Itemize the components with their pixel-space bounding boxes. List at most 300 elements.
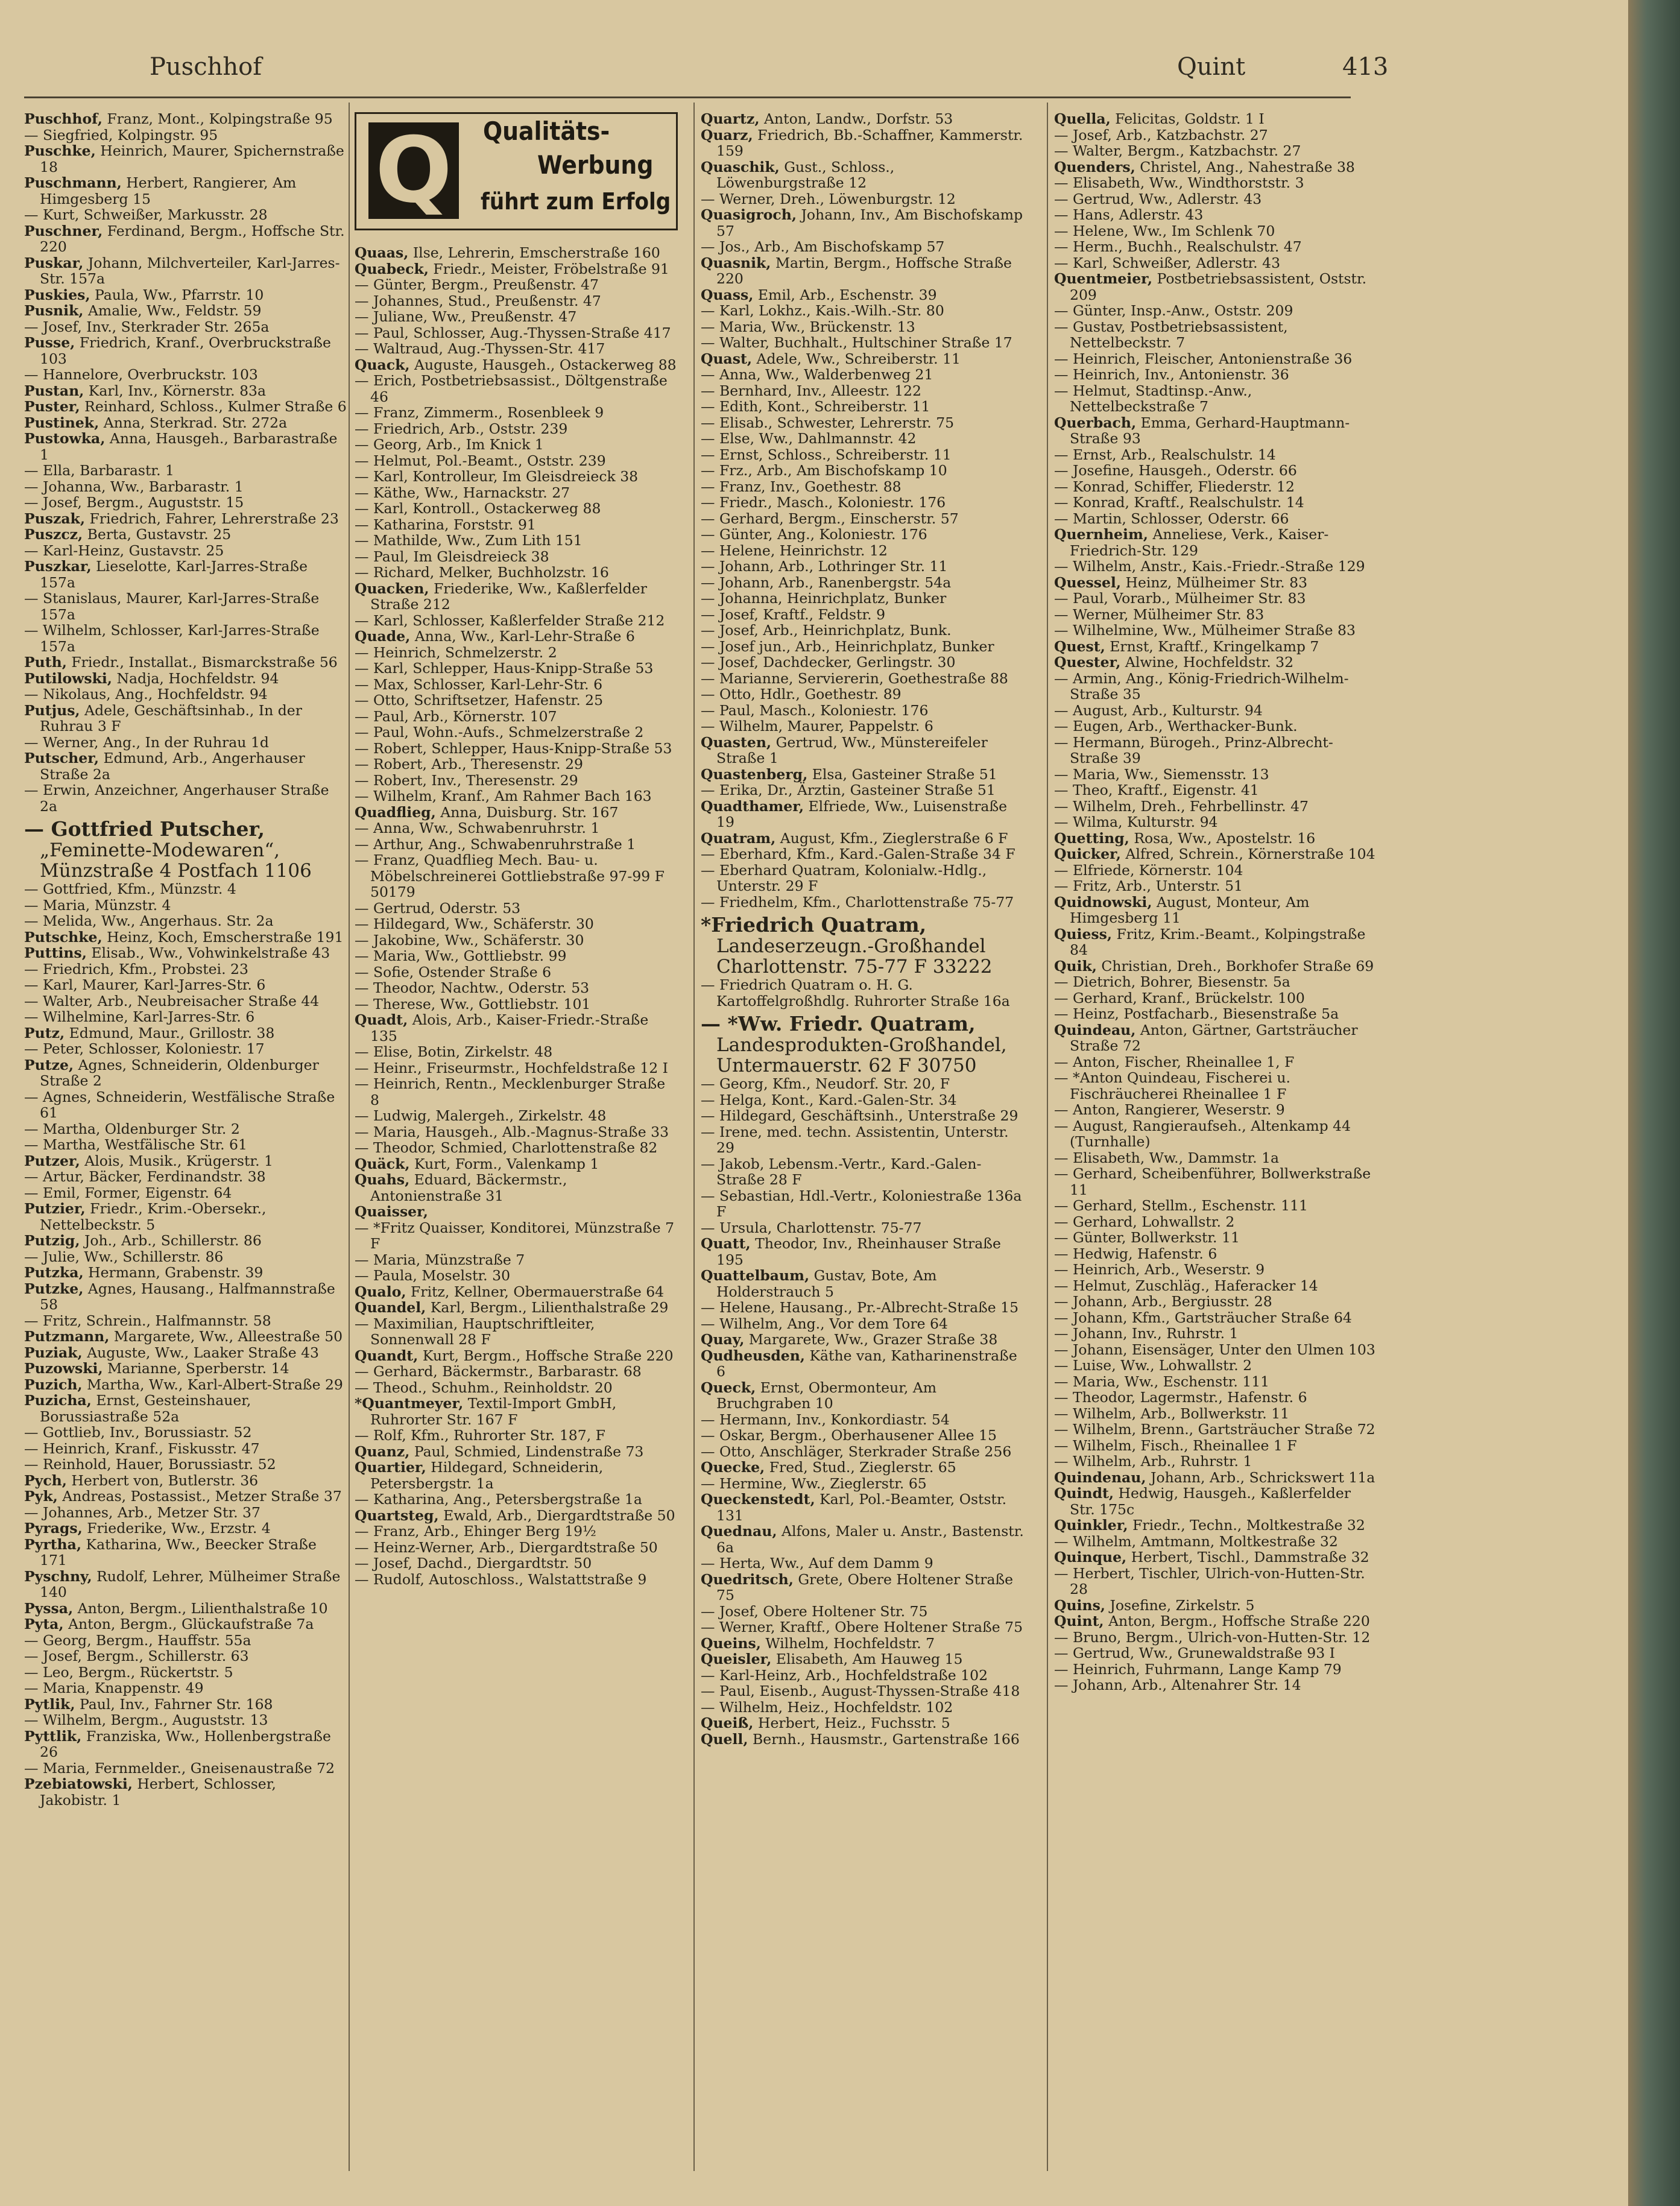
entry-details: — Marianne, Serviererin, Goethestraße 88: [701, 669, 1008, 687]
entry-details: Ferdinand, Bergm., Hoffsche Str. 220: [40, 222, 345, 255]
entry-details: Paula, Ww., Pfarrstr. 10: [90, 286, 264, 303]
entry-details: Bernh., Hausmstr., Gartenstraße 166: [748, 1730, 1020, 1748]
directory-entry: [701, 543, 1024, 559]
entry-details: — Gertrud, Ww., Grunewaldstraße 93 I: [1054, 1645, 1335, 1661]
entry-details: Eduard, Bäckermstr., Antonienstraße 31: [370, 1171, 567, 1204]
directory-entry: [701, 718, 1024, 735]
entry-details: — Günter, Bergm., Preußenstr. 47: [355, 276, 599, 293]
entry-details: — Gerhard, Scheibenführer, Bollwerkstraße 11: [1054, 1165, 1371, 1198]
entry-details: Friedrich, Fahrer, Lehrerstraße 23: [85, 510, 339, 527]
directory-entry: [24, 1488, 347, 1505]
entry-details: — Werner, Dreh., Löwenburgstr. 12: [701, 190, 956, 207]
directory-entry: [1054, 351, 1377, 367]
entry-surname: Pych,: [24, 1471, 67, 1489]
entry-details: — Wilhelm, Bergm., Auguststr. 13: [24, 1711, 268, 1728]
directory-entry: [24, 1441, 347, 1457]
entry-details: Friedrich, Kranf., Overbruckstraße 103: [40, 334, 331, 367]
directory-entry: [1054, 191, 1377, 207]
directory-entry: [1054, 1645, 1377, 1661]
entry-surname: Quednau,: [701, 1523, 777, 1540]
entry-details: — Gerhard, Bergm., Einscherstr. 57: [701, 510, 959, 527]
entry-surname: Quadt,: [355, 1011, 408, 1028]
directory-entry: [1054, 798, 1377, 815]
entry-surname: Quastenberg,: [701, 765, 808, 783]
directory-entry: [701, 1636, 1024, 1652]
directory-entry: [701, 303, 1024, 319]
directory-entry: [701, 1715, 1024, 1731]
entry-details: — Frz., Arb., Am Bischofskamp 10: [701, 462, 947, 479]
entry-details: Herbert, Schlosser, Jakobistr. 1: [40, 1775, 276, 1809]
entry-details: — Artur, Bäcker, Ferdinandstr. 38: [24, 1168, 266, 1185]
entry-surname: Putzer,: [24, 1152, 80, 1169]
entry-details: — Elisabeth, Ww., Windthorststr. 3: [1054, 174, 1304, 191]
entry-details: — Johanna, Heinrichplatz, Bunker: [701, 590, 947, 607]
directory-entry: [355, 405, 678, 421]
directory-entry: [24, 367, 347, 383]
directory-entry: [24, 495, 347, 511]
entry-details: Agnes, Schneiderin, Oldenburger Straße 2: [40, 1056, 319, 1089]
directory-entry: [1054, 303, 1377, 319]
directory-entry: [1054, 1613, 1377, 1629]
entry-surname: Pyta,: [24, 1616, 64, 1632]
entry-details: — Josef, Dachd., Diergardtstr. 50: [355, 1555, 592, 1572]
directory-entry: [1054, 1389, 1377, 1406]
entry-surname: Quaas,: [355, 244, 409, 261]
entry-details: Anneliese, Verk., Kaiser-Friedrich-Str. 129: [1070, 526, 1329, 559]
directory-entry: [355, 1156, 678, 1172]
entry-surname: Quasten,: [701, 733, 772, 751]
directory-entry: [701, 1092, 1024, 1108]
entry-details: — Wilhelm, Heiz., Hochfeldstr. 102: [701, 1698, 953, 1716]
entry-details: — Eugen, Arb., Werthacker-Bunk.: [1054, 718, 1298, 735]
directory-entry: [355, 948, 678, 964]
directory-entry: [1054, 718, 1377, 735]
entry-details: Ilse, Lehrerin, Emscherstraße 160: [408, 244, 660, 261]
directory-entry: [24, 782, 347, 814]
entry-details: — Josefine, Hausgeh., Oderstr. 66: [1054, 462, 1297, 479]
entry-details: Alois, Arb., Kaiser-Friedr.-Straße 135: [370, 1011, 649, 1045]
entry-details: Friedrich, Bb.-Schaffner, Kammerstr. 159: [716, 126, 1023, 159]
directory-entry: [1054, 926, 1377, 958]
entry-details: — Robert, Arb., Theresenstr. 29: [355, 756, 583, 773]
directory-entry: [24, 590, 347, 622]
entry-details: — Heinrich, Kranf., Fiskusstr. 47: [24, 1440, 260, 1457]
directory-entry: [24, 929, 347, 946]
entry-surname: Pytlik,: [24, 1695, 75, 1713]
directory-entry: [1054, 1102, 1377, 1118]
entry-details: Johann, Arb., Schrickswert 11a: [1146, 1468, 1375, 1486]
entry-details: — Friedhelm, Kfm., Charlottenstraße 75-77: [701, 893, 1014, 911]
directory-entry: [701, 558, 1024, 575]
entry-details: — Robert, Inv., Theresenstr. 29: [355, 771, 578, 789]
entry-details: — Gustav, Postbetriebsassistent, Nettelbeckstr. 7: [1054, 318, 1288, 351]
entry-details: Katharina, Ww., Beecker Straße 171: [40, 1535, 317, 1569]
entry-surname: Quay,: [701, 1331, 745, 1348]
entry-details: — Käthe, Ww., Harnackstr. 27: [355, 484, 570, 501]
column-divider: [349, 103, 350, 2171]
entry-surname: Pyssa,: [24, 1599, 74, 1617]
directory-entry: [1054, 1342, 1377, 1358]
entry-details: — Melida, Ww., Angerhaus. Str. 2a: [24, 912, 274, 929]
directory-entry: [24, 622, 347, 654]
entry-surname: Quinkler,: [1054, 1517, 1128, 1534]
entry-details: Textil-Import GmbH, Ruhrorter Str. 167 F: [370, 1395, 617, 1428]
entry-surname: Quinque,: [1054, 1549, 1127, 1566]
entry-details: — Hans, Adlerstr. 43: [1054, 206, 1204, 223]
directory-entry: [355, 1172, 678, 1204]
entry-details: — Sofie, Ostender Straße 6: [355, 963, 552, 981]
entry-details: — Armin, Ang., König-Friedrich-Wilhelm-Straße 35: [1054, 669, 1349, 703]
entry-details: — Gerhard, Stellm., Eschenstr. 111: [1054, 1197, 1308, 1214]
entry-details: — Anna, Ww., Schwabenruhrstr. 1: [355, 820, 600, 836]
directory-entry: [24, 1025, 347, 1041]
entry-details: — Gertrud, Ww., Adlerstr. 43: [1054, 190, 1262, 207]
entry-surname: Quack,: [355, 356, 410, 373]
entry-details: — Walter, Arb., Neubreisacher Straße 44: [24, 992, 320, 1010]
directory-entry: [1054, 1629, 1377, 1646]
entry-details: — Herta, Ww., Auf dem Damm 9: [701, 1555, 933, 1572]
entry-details: Nadja, Hochfeldstr. 94: [112, 669, 279, 687]
entry-details: — Johann, Arb., Altenahrer Str. 14: [1054, 1677, 1301, 1693]
entry-surname: Quade,: [355, 628, 411, 645]
directory-entry: [355, 1572, 678, 1588]
directory-entry: [1054, 1262, 1377, 1278]
entry-surname: Putilowski,: [24, 669, 112, 687]
entry-details: — Paul, Im Gleisdreieck 38: [355, 548, 549, 565]
directory-entry: [24, 287, 347, 303]
entry-details: — Gertrud, Oderstr. 53: [355, 899, 521, 917]
directory-entry: [701, 431, 1024, 447]
entry-details: — Paul, Arb., Körnerstr. 107: [355, 707, 557, 725]
directory-entry: [701, 575, 1024, 591]
entry-details: — Hermann, Bürogeh., Prinz-Albrecht-Straße 39: [1054, 733, 1333, 766]
entry-details: — Johann, Inv., Ruhrstr. 1: [1054, 1325, 1239, 1342]
entry-details: August, Kfm., Zieglerstraße 6 F: [775, 829, 1008, 847]
entry-surname: Quernheim,: [1054, 526, 1148, 543]
directory-entry: [701, 590, 1024, 607]
entry-details: — Otto, Schriftsetzer, Hafenstr. 25: [355, 692, 604, 709]
entry-details: Herbert von, Butlerstr. 36: [66, 1471, 259, 1489]
directory-entry: [355, 1491, 678, 1508]
directory-entry: [701, 111, 1024, 127]
entry-details: Postbetriebsassistent, Oststr. 209: [1070, 270, 1367, 303]
entry-details: — Maria, Ww., Eschenstr. 111: [1054, 1373, 1270, 1390]
entry-surname: Quäck,: [355, 1155, 410, 1172]
directory-entry: [1054, 766, 1377, 783]
entry-details: — Irene, med. techn. Assistentin, Unterstr. 29: [701, 1123, 1009, 1156]
directory-entry: [701, 1572, 1024, 1604]
directory-entry: [1054, 814, 1377, 830]
directory-entry: [701, 383, 1024, 399]
entry-surname: Quik,: [1054, 957, 1097, 975]
entry-details: Gustav, Bote, Am Holderstrauch 5: [716, 1267, 937, 1300]
entry-surname: Pusse,: [24, 334, 75, 351]
entry-details: — Mathilde, Ww., Zum Lith 151: [355, 532, 583, 549]
directory-entry: [24, 399, 347, 415]
entry-details: Landeserzeugn.-Großhandel Charlottenstr. 75-77 F 33222: [716, 935, 993, 978]
directory-entry: [701, 1220, 1024, 1236]
entry-surname: Quester,: [1054, 654, 1121, 671]
directory-entry: [701, 639, 1024, 655]
entry-details: Anton, Gärtner, Gartsträucher Straße 72: [1070, 1021, 1358, 1054]
directory-entry: [355, 964, 678, 981]
directory-entry: [1054, 1470, 1377, 1486]
entry-surname: Puth,: [24, 654, 67, 671]
directory-entry: [355, 852, 678, 900]
entry-details: — Gerhard, Bäckermstr., Barbarastr. 68: [355, 1363, 642, 1380]
entry-details: Anton, Bergm., Hoffsche Straße 220: [1104, 1613, 1370, 1629]
directory-entry: [24, 1712, 347, 1728]
directory-entry: [24, 255, 347, 287]
entry-details: Martha, Ww., Karl-Albert-Straße 29: [82, 1376, 343, 1393]
entry-surname: Putzmann,: [24, 1328, 110, 1345]
directory-entry: [355, 916, 678, 932]
directory-entry: [701, 1014, 1024, 1076]
directory-entry: [701, 1300, 1024, 1316]
directory-entry: [1054, 703, 1377, 719]
entry-surname: Quessel,: [1054, 574, 1122, 591]
entry-details: — Herm., Buchh., Realschulstr. 47: [1054, 238, 1302, 255]
directory-entry: [355, 421, 678, 437]
entry-details: — Kurt, Schweißer, Markusstr. 28: [24, 206, 268, 223]
entry-details: Anton, Bergm., Lilienthalstraße 10: [73, 1599, 328, 1617]
entry-details: — Friedrich, Arb., Oststr. 239: [355, 420, 568, 437]
entry-details: — Helene, Hausang., Pr.-Albrecht-Straße 15: [701, 1299, 1019, 1316]
entry-details: Ernst, Gesteinshauer, Borussiastraße 52a: [40, 1392, 251, 1425]
directory-entry: [355, 245, 678, 261]
directory-entry: [24, 319, 347, 335]
entry-details: — Theod., Schuhm., Reinholdstr. 20: [355, 1379, 613, 1396]
directory-entry: [701, 526, 1024, 543]
directory-entry: [24, 335, 347, 367]
directory-entry: [24, 993, 347, 1010]
entry-surname: Quetting,: [1054, 829, 1129, 847]
directory-entry: [24, 1249, 347, 1265]
directory-entry: [355, 1012, 678, 1044]
entry-surname: Puttins,: [24, 944, 87, 961]
entry-surname: Quast,: [701, 350, 753, 367]
directory-entry: [701, 207, 1024, 239]
directory-entry: [355, 1508, 678, 1524]
directory-entry: [1054, 575, 1377, 591]
entry-details: — Karl, Maurer, Karl-Jarres-Str. 6: [24, 976, 266, 993]
entry-details: Wilhelm, Hochfeldstr. 7: [760, 1634, 935, 1652]
entry-surname: Quins,: [1054, 1596, 1105, 1614]
directory-entry: [1054, 1230, 1377, 1246]
entry-details: Franz, Mont., Kolpingstraße 95: [102, 111, 333, 127]
directory-entry: [355, 373, 678, 405]
entry-details: — Josef, Bergm., Auguststr. 15: [24, 494, 244, 511]
directory-entry: [1054, 1406, 1377, 1422]
directory-entry: [24, 1473, 347, 1489]
directory-entry: [355, 996, 678, 1013]
entry-surname: *Quantmeyer,: [355, 1395, 464, 1412]
directory-entry: [355, 533, 678, 549]
entry-details: Johann, Milchverteiler, Karl-Jarres-Str. 157a: [40, 254, 340, 287]
entry-details: Amalie, Ww., Feldstr. 59: [83, 302, 262, 319]
entry-details: — Werner, Kraftf., Obere Holtener Straße 75: [701, 1619, 1023, 1636]
directory-entry: [1054, 223, 1377, 239]
directory-entry: [701, 703, 1024, 719]
entry-surname: Quatram,: [701, 829, 776, 847]
directory-entry: [355, 1140, 678, 1156]
entry-details: — Otto, Hdlr., Goethestr. 89: [701, 686, 902, 703]
entry-details: Franziska, Ww., Hollenbergstraße 26: [40, 1727, 331, 1760]
entry-surname: Pustowka,: [24, 430, 106, 447]
entry-details: Andreas, Postassist., Metzer Straße 37: [57, 1488, 342, 1505]
entry-details: — Helga, Kont., Kard.-Galen-Str. 34: [701, 1091, 957, 1108]
column-divider: [1047, 103, 1048, 2171]
column-2: [355, 111, 678, 2185]
directory-entry: [701, 1108, 1024, 1124]
entry-details: — Hannelore, Overbruckstr. 103: [24, 366, 258, 383]
entry-details: — Josef, Inv., Sterkrader Str. 265a: [24, 318, 270, 335]
directory-entry: [701, 654, 1024, 671]
entry-surname: Queck,: [701, 1379, 756, 1396]
directory-entry: [1054, 1598, 1377, 1614]
entry-details: Friedr., Meister, Fröbelstraße 91: [428, 260, 669, 277]
directory-entry: [24, 977, 347, 993]
directory-entry: [355, 469, 678, 485]
directory-entry: [355, 677, 678, 693]
entry-details: — Helmut, Stadtinsp.-Anw., Nettelbeckstraße 7: [1054, 382, 1252, 415]
entry-details: — Heinz-Werner, Arb., Diergardtstraße 50: [355, 1538, 658, 1556]
directory-entry: [1054, 1246, 1377, 1262]
entry-details: Gertrud, Ww., Münstereifeler Straße 1: [716, 733, 988, 766]
entry-details: — Heinz, Postfacharb., Biesenstraße 5a: [1054, 1005, 1339, 1022]
entry-details: — Katharina, Ang., Petersbergstraße 1a: [355, 1491, 642, 1508]
entry-surname: Putscher,: [24, 750, 99, 766]
entry-details: — Karl, Schlosser, Kaßlerfelder Straße 212: [355, 612, 665, 629]
entry-details: — Theodor, Schmied, Charlottenstraße 82: [355, 1139, 658, 1156]
directory-entry: [701, 127, 1024, 159]
entry-details: Margarete, Ww., Alleestraße 50: [109, 1328, 343, 1345]
entry-surname: Quarz,: [701, 126, 753, 144]
directory-entry: [1054, 1118, 1377, 1150]
directory-entry: [1054, 1166, 1377, 1198]
entry-details: — Franz, Zimmerm., Rosenbleek 9: [355, 404, 604, 421]
entry-surname: Puszkar,: [24, 558, 92, 575]
directory-entry: [701, 1332, 1024, 1348]
entry-surname: Puzich,: [24, 1376, 83, 1393]
entry-details: Karl, Inv., Körnerstr. 83a: [84, 382, 266, 399]
directory-entry: [701, 1188, 1024, 1220]
entry-details: — Arthur, Ang., Schwabenruhrstraße 1: [355, 835, 636, 853]
entry-details: — Josef, Bergm., Schillerstr. 63: [24, 1648, 249, 1664]
entry-surname: Puster,: [24, 398, 80, 415]
entry-details: Alwine, Hochfeldstr. 32: [1120, 654, 1294, 671]
entry-details: — Elisab., Schwester, Lehrerstr. 75: [701, 414, 955, 431]
directory-entry: [355, 613, 678, 629]
directory-entry: [24, 1121, 347, 1137]
entry-details: — Maria, Ww., Brückenstr. 13: [701, 318, 915, 335]
directory-entry: [701, 159, 1024, 191]
directory-entry: [1054, 415, 1377, 447]
entry-details: Felicitas, Goldstr. 1 I: [1110, 111, 1265, 127]
entry-surname: Pustan,: [24, 382, 84, 399]
directory-entry: [24, 1089, 347, 1121]
ad-line-3: führt zum Erfolg: [481, 188, 671, 215]
entry-details: Auguste, Ww., Laaker Straße 43: [82, 1344, 319, 1361]
entry-details: Kurt, Bergm., Hoffsche Straße 220: [418, 1347, 674, 1364]
directory-entry: [24, 383, 347, 399]
entry-surname: Quicker,: [1054, 845, 1121, 862]
directory-entry: [701, 1380, 1024, 1412]
entry-details: — Elfriede, Körnerstr. 104: [1054, 861, 1243, 879]
directory-entry: [355, 1076, 678, 1108]
entry-details: — Paula, Moselstr. 30: [355, 1267, 511, 1284]
entry-details: — Dietrich, Bohrer, Biesenstr. 5a: [1054, 973, 1290, 990]
directory-entry: [701, 255, 1024, 287]
entry-surname: Putschke,: [24, 928, 103, 946]
ad-q-logo: Q: [368, 122, 459, 219]
entry-details: — Friedr., Masch., Koloniestr. 176: [701, 494, 946, 511]
entry-surname: — Gottfried Putscher,: [24, 817, 265, 841]
entry-details: — Theodor, Lagermstr., Hafenstr. 6: [1054, 1389, 1307, 1406]
entry-details: — Johann, Eisensäger, Unter den Ulmen 103: [1054, 1341, 1375, 1358]
directory-entry: [24, 1313, 347, 1329]
entry-details: — Johann, Arb., Lothringer Str. 11: [701, 558, 948, 575]
entry-details: — Herbert, Tischler, Ulrich-von-Hutten-Str. 28: [1054, 1564, 1365, 1598]
directory-entry: [355, 1555, 678, 1572]
entry-details: Auguste, Hausgeh., Ostackerweg 88: [409, 356, 677, 373]
directory-entry: [24, 1345, 347, 1361]
entry-details: — Wilhelm, Anstr., Kais.-Friedr.-Straße 129: [1054, 558, 1365, 575]
entry-details: — Werner, Ang., In der Ruhrau 1d: [24, 733, 269, 751]
entry-details: — *Fritz Quaisser, Konditorei, Münzstraße 7 F: [355, 1219, 675, 1252]
entry-details: — Franz, Quadflieg Mech. Bau- u. Möbelschreinerei Gottliebstraße 97-99 F 50179: [355, 852, 665, 900]
directory-entry: [24, 111, 347, 127]
entry-surname: Quidnowski,: [1054, 893, 1152, 911]
entry-surname: Queisler,: [701, 1651, 772, 1667]
directory-entry: [1054, 383, 1377, 415]
directory-entry: [355, 932, 678, 949]
entry-details: — Johannes, Stud., Preußenstr. 47: [355, 292, 601, 309]
entry-details: — Agnes, Schneiderin, Westfälische Straße 61: [24, 1088, 335, 1121]
entry-surname: Quadthamer,: [701, 797, 804, 815]
directory-entry: [1054, 271, 1377, 303]
entry-details: „Feminette-Modewaren“, Münzstraße 4 Postfach 1106: [40, 839, 312, 882]
entry-details: — Else, Ww., Dahlmannstr. 42: [701, 430, 917, 447]
entry-details: Joh., Arb., Schillerstr. 86: [80, 1232, 262, 1249]
entry-details: — Wilhelmine, Karl-Jarres-Str. 6: [24, 1008, 255, 1025]
entry-details: — Heinrich, Fleischer, Antonienstraße 36: [1054, 350, 1353, 367]
directory-entry: [1054, 862, 1377, 879]
directory-entry: [1054, 159, 1377, 175]
directory-entry: [701, 495, 1024, 511]
entry-details: — Wilhelm, Ang., Vor dem Tore 64: [701, 1315, 948, 1332]
entry-surname: Quasnik,: [701, 254, 771, 271]
directory-entry: [1054, 1453, 1377, 1470]
directory-entry: [355, 741, 678, 757]
entry-details: — Julie, Ww., Schillerstr. 86: [24, 1248, 224, 1265]
directory-entry: [24, 1153, 347, 1169]
entry-details: — Martin, Schlosser, Oderstr. 66: [1054, 510, 1289, 527]
directory-entry: [355, 549, 678, 565]
entry-surname: Quenders,: [1054, 158, 1135, 175]
entry-details: — Waltraud, Aug.-Thyssen-Str. 417: [355, 340, 605, 357]
entry-surname: Quandt,: [355, 1347, 418, 1364]
ad-line-2: Werbung: [537, 150, 654, 180]
entry-details: Heinz, Koch, Emscherstraße 191: [102, 928, 344, 946]
entry-surname: Quindt,: [1054, 1485, 1114, 1502]
entry-details: — Konrad, Schiffer, Fliederstr. 12: [1054, 478, 1295, 495]
directory-entry: [1054, 1517, 1377, 1534]
directory-entry: [24, 1281, 347, 1313]
entry-details: — Franz, Inv., Goethestr. 88: [701, 478, 902, 495]
entry-details: — Oskar, Bergm., Oberhausener Allee 15: [701, 1427, 997, 1444]
directory-entry: [24, 1185, 347, 1201]
